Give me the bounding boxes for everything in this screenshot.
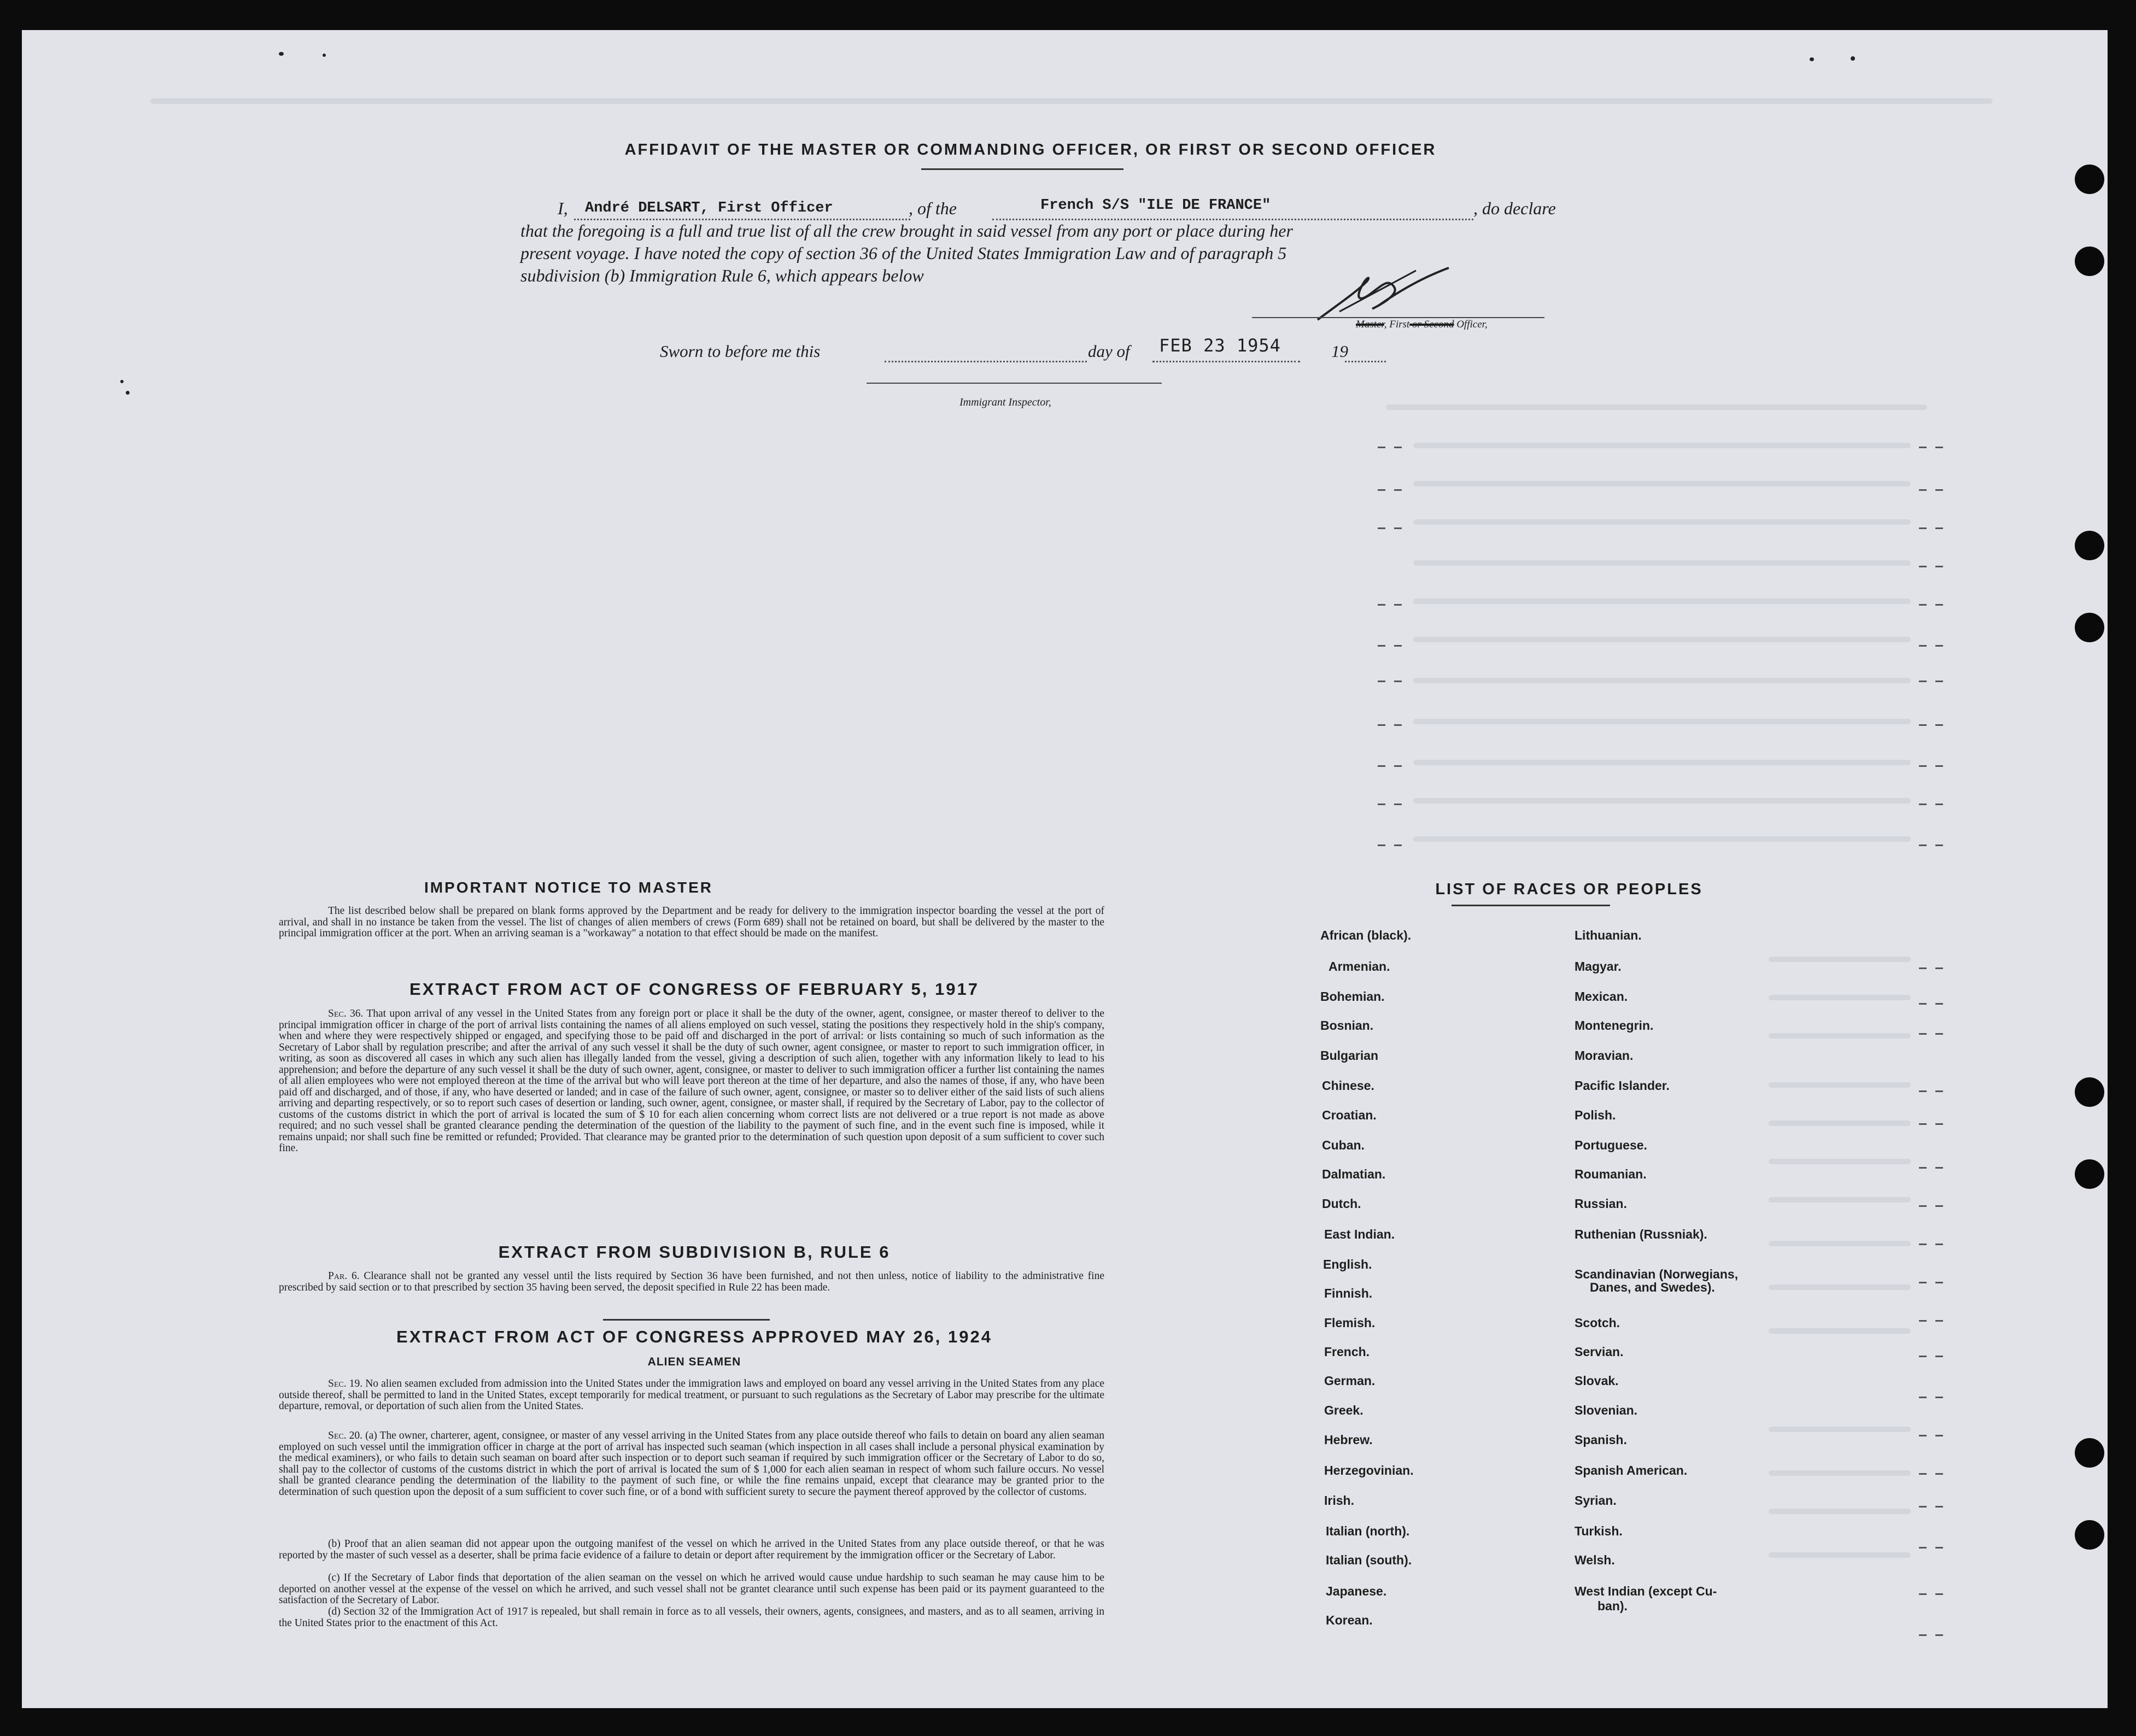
vessel-name: French S/S "ILE DE FRANCE" bbox=[1040, 197, 1271, 214]
race-item: West Indian (except Cu- bbox=[1575, 1584, 1717, 1598]
sworn-fill-line bbox=[885, 361, 1087, 362]
race-item: Herzegovinian. bbox=[1324, 1463, 1414, 1477]
race-item: Montenegrin. bbox=[1575, 1018, 1654, 1033]
caption-end: Officer, bbox=[1454, 319, 1488, 330]
race-item: Finnish. bbox=[1324, 1286, 1373, 1300]
race-item: Chinese. bbox=[1322, 1078, 1374, 1093]
race-item: Portuguese. bbox=[1575, 1138, 1647, 1152]
race-item: African (black). bbox=[1320, 928, 1412, 942]
affidavit-line-4: subdivision (b) Immigration Rule 6, which appears below bbox=[520, 266, 924, 285]
race-item: ban). bbox=[1597, 1599, 1628, 1613]
race-item: Irish. bbox=[1324, 1493, 1354, 1508]
sec-19-label: Sec. 19. bbox=[328, 1378, 363, 1389]
vessel-fill-line bbox=[992, 219, 1473, 220]
race-item: Servian. bbox=[1575, 1345, 1624, 1359]
date-fill-line bbox=[1152, 361, 1300, 362]
affidavit-line-3: present voyage. I have noted the copy of section 36 of the United States Immigration Law and of paragraph 5 bbox=[520, 243, 1287, 263]
inspector-line bbox=[867, 383, 1162, 384]
sec-19-body: No alien seamen excluded from admission into the United States under the immigration laws and employed on board any vessel arriving in the United States from any place outside thereof, shall be permitted to land in the United States, except temporarily for medical treatment, or pursuant to such regulations as the Secretary of Labor may prescribe for the ultimate departure, removal, or deportation of such alien from the United States. bbox=[279, 1378, 1104, 1412]
extract-1917-heading: EXTRACT FROM ACT OF CONGRESS OF FEBRUARY 5, 1917 bbox=[409, 980, 979, 999]
race-item: Polish. bbox=[1575, 1108, 1616, 1122]
race-item: Hebrew. bbox=[1324, 1433, 1373, 1447]
race-item: Spanish. bbox=[1575, 1433, 1627, 1447]
sec-20-label: Sec. 20. bbox=[328, 1430, 363, 1441]
sec-36-text: That upon arrival of any vessel in the United States from any foreign port or place it shall be the duty of the owner, agent, consignee, or master thereof to deliver to the principal immigration officer in charge of the port of arrival lists containing the names of all aliens employed on such vessel, stating the positions they respectively hold in the ship's company, when and where they were respectively shipped or engaged, and specifying those to be paid off and discharged in the port of arrival: or lists containing so much of such information as the Secretary of Labor shall by regulation prescribe; and after the arrival of any such vessel it shall be the duty of such owner, agent consignee, or master to report to such immigration officer, in writing, as soon as discovered all cases in which any such alien has illegally landed from the vessel, giving a description of such alien, together with any information likely to lead to his apprehension; and before the departure of any such vessel it shall be the duty of such owner, agent, consignee, or master to deliver to such immigration officer a further list containing the names of all alien employees who were not employed thereon at the time of the arrival but who will leave port thereon at the time of her departure, and also the names of those, if any, who have been paid off and discharged, and of those, if any, who have deserted or landed; and in case of the failure of such owner, agent, consignee, or master so to deliver either of the said lists of such aliens arriving and departing respectively, or so to report such cases of desertion or landing, such owner, agent, consignee, or master shall, if required by the Secretary of Labor, pay to the collector of customs of the customs district in which the port of arrival is located the sum of $ 10 for each alien concerning whom correct lists are not delivered or a true report is not made as above required; and no such vessel shall be granted clearance pending the determination of the question of the liability to the payment of such fine, and in the event such fine is imposed, while it remains unpaid; nor shall such fine be remitted or refunded; Provided. That clearance may be granted prior to the determination of such question upon deposit of a sum sufficient to cover such fine. bbox=[279, 1008, 1104, 1154]
officer-name: André DELSART, First Officer bbox=[585, 200, 833, 216]
race-item: Russian. bbox=[1575, 1197, 1627, 1211]
signature-line bbox=[1252, 317, 1544, 318]
do-declare-label: , do declare bbox=[1473, 198, 1556, 218]
affidavit-line-2: that the foregoing is a full and true list of all the crew brought in said vessel from any port or place during her bbox=[520, 221, 1293, 241]
race-item: Greek. bbox=[1324, 1403, 1363, 1417]
race-item: Cuban. bbox=[1322, 1138, 1365, 1152]
caption-second: or Second bbox=[1409, 319, 1454, 330]
race-item: Croatian. bbox=[1322, 1108, 1377, 1122]
name-fill-line bbox=[574, 219, 910, 220]
year-fill-line bbox=[1345, 361, 1386, 362]
race-item: Flemish. bbox=[1324, 1316, 1376, 1330]
race-item: Syrian. bbox=[1575, 1493, 1617, 1508]
par-6-text: Clearance shall not be granted any vessel until the lists required by Section 36 have been furnished, and not then unless, notice of liability to the administrative fine prescribed by said section or to that prescribed by section 35 having been served, the deposit specified in Rule 22 has been made. bbox=[279, 1270, 1104, 1293]
sec-36-label: Sec. 36. bbox=[328, 1008, 364, 1019]
race-item: Scotch. bbox=[1575, 1316, 1620, 1330]
race-item: Lithuanian. bbox=[1575, 928, 1642, 942]
day-of-label: day of bbox=[1088, 342, 1130, 361]
sec-20c-text: (c) If the Secretary of Labor finds that deportation of the alien seaman on the vessel on which he arrived would cause undue hardship to such seaman he may cause him to be deported on another vessel at the expense of the vessel on which he arrived, and such vessel shall not be grantet clearance until such expense has been paid or its payment guaranteed to the satisfaction of the Secretary of Labor. bbox=[279, 1572, 1104, 1606]
race-item: Spanish American. bbox=[1575, 1463, 1688, 1477]
notice-heading: IMPORTANT NOTICE TO MASTER bbox=[424, 879, 713, 896]
extract-1924-heading: EXTRACT FROM ACT OF CONGRESS APPROVED MAY 26, 1924 bbox=[396, 1327, 992, 1346]
race-item: East Indian. bbox=[1324, 1227, 1395, 1241]
sec-20a-body: (a) The owner, charterer, agent, consignee, or master of any vessel arriving in the United States from any place outside thereof who fails to detain on board any alien seaman employed on such vessel until the immigration officer in charge at the port of arrival has inspected such seaman (which inspection in all cases shall include a personal physical examination by the medical examiners), or who fails to detain such seaman on board after such inspection or to deport such seaman if required by such immigration officer or the Secretary of Labor to do so, shall pay to the collector of customs of the customs district in which the port of arrival is located the sum of $ 1,000 for each alien seaman in respect of whom such failure occurs. No vessel shall be granted clearance pending the determination of the liability to the payment of such fine, or while the fine remains unpaid, except that clearance may be granted prior to the determination of such question upon the deposit of a sum sufficient to cover such fine, or of a bond with sufficient surety to secure the payment thereof approved by the collector of customs. bbox=[279, 1430, 1105, 1498]
year-label: 19 bbox=[1331, 342, 1348, 361]
caption-master: Master bbox=[1356, 319, 1384, 330]
race-item: Korean. bbox=[1326, 1613, 1373, 1627]
notice-text: The list described below shall be prepared on blank forms approved by the Department and be ready for delivery to the immigration inspector boarding the vessel at the port of arrival, and shall in no instance be taken from the vessel. The list of changes of alien members of crews (Form 689) shall not be retained on board, but shall be delivered by the master to the principal immigration officer at the port. When an arriving seaman is a "workaway" a notation to that effect should be made on the manifest. bbox=[279, 905, 1104, 939]
race-item: Bulgarian bbox=[1320, 1048, 1379, 1063]
race-item: Danes, and Swedes). bbox=[1590, 1280, 1715, 1294]
race-item: Mexican. bbox=[1575, 989, 1628, 1004]
caption-first: , First bbox=[1384, 319, 1410, 330]
sec-20d-text: (d) Section 32 of the Immigration Act of 1917 is repealed, but shall remain in force as to all vessels, their owners, agents, consignees, and masters, and as to all seamen, arriving in the United States prior to the enactment of this Act. bbox=[279, 1606, 1104, 1629]
race-item: Moravian. bbox=[1575, 1048, 1634, 1063]
race-item: Magyar. bbox=[1575, 959, 1622, 973]
manifest-sheet bbox=[22, 30, 2108, 1708]
race-item: Turkish. bbox=[1575, 1524, 1623, 1538]
race-item: English. bbox=[1323, 1257, 1372, 1271]
race-item: Armenian. bbox=[1329, 959, 1390, 973]
race-item: Slovenian. bbox=[1575, 1403, 1638, 1417]
sec-20b-text: (b) Proof that an alien seaman did not appear upon the outgoing manifest of the vessel on which he arrived in the United States from any place outside thereof, or that he was reported by the master of such vessel as a deserter, shall be prima facie evidence of a failure to detain or deport after requirement by the immigration officer or the Secretary of Labor. bbox=[279, 1538, 1104, 1561]
race-item: Italian (north). bbox=[1326, 1524, 1410, 1538]
race-item: Roumanian. bbox=[1575, 1167, 1647, 1181]
races-divider bbox=[1452, 905, 1610, 906]
race-item: Welsh. bbox=[1575, 1553, 1615, 1567]
par-6-label: Par. 6. bbox=[328, 1270, 360, 1282]
race-item: Ruthenian (Russniak). bbox=[1575, 1227, 1707, 1241]
race-item: Italian (south). bbox=[1326, 1553, 1412, 1567]
inspector-caption: Immigrant Inspector, bbox=[959, 396, 1051, 408]
race-item: Pacific Islander. bbox=[1575, 1078, 1670, 1093]
subdivision-heading: EXTRACT FROM SUBDIVISION B, RULE 6 bbox=[498, 1242, 891, 1262]
race-item: French. bbox=[1324, 1345, 1370, 1359]
sworn-label: Sworn to before me this bbox=[660, 342, 821, 361]
i-label: I, bbox=[558, 198, 568, 218]
of-the-label: , of the bbox=[909, 198, 957, 218]
sec-20a-text bbox=[279, 1430, 1104, 1498]
date-stamp: FEB 23 1954 bbox=[1159, 335, 1281, 356]
subdivision-text bbox=[279, 1271, 1104, 1293]
race-item: German. bbox=[1324, 1374, 1376, 1388]
race-item: Bohemian. bbox=[1320, 989, 1385, 1004]
extract-1917-text bbox=[279, 1008, 1104, 1154]
section-divider bbox=[603, 1319, 770, 1321]
signature-caption bbox=[1356, 319, 1488, 331]
sec-19-text bbox=[279, 1379, 1104, 1412]
affidavit-heading: AFFIDAVIT OF THE MASTER OR COMMANDING OFFICER, OR FIRST OR SECOND OFFICER bbox=[624, 141, 1437, 159]
race-item: Japanese. bbox=[1326, 1584, 1387, 1598]
alien-seamen-subheading: ALIEN SEAMEN bbox=[647, 1356, 741, 1368]
race-item: Dalmatian. bbox=[1322, 1167, 1386, 1181]
race-item: Slovak. bbox=[1575, 1374, 1619, 1388]
race-item: Scandinavian (Norwegians, bbox=[1575, 1267, 1739, 1281]
heading-divider bbox=[921, 168, 1123, 170]
race-item: Bosnian. bbox=[1320, 1018, 1374, 1033]
races-heading: LIST OF RACES OR PEOPLES bbox=[1435, 881, 1703, 898]
race-item: Dutch. bbox=[1322, 1197, 1361, 1211]
